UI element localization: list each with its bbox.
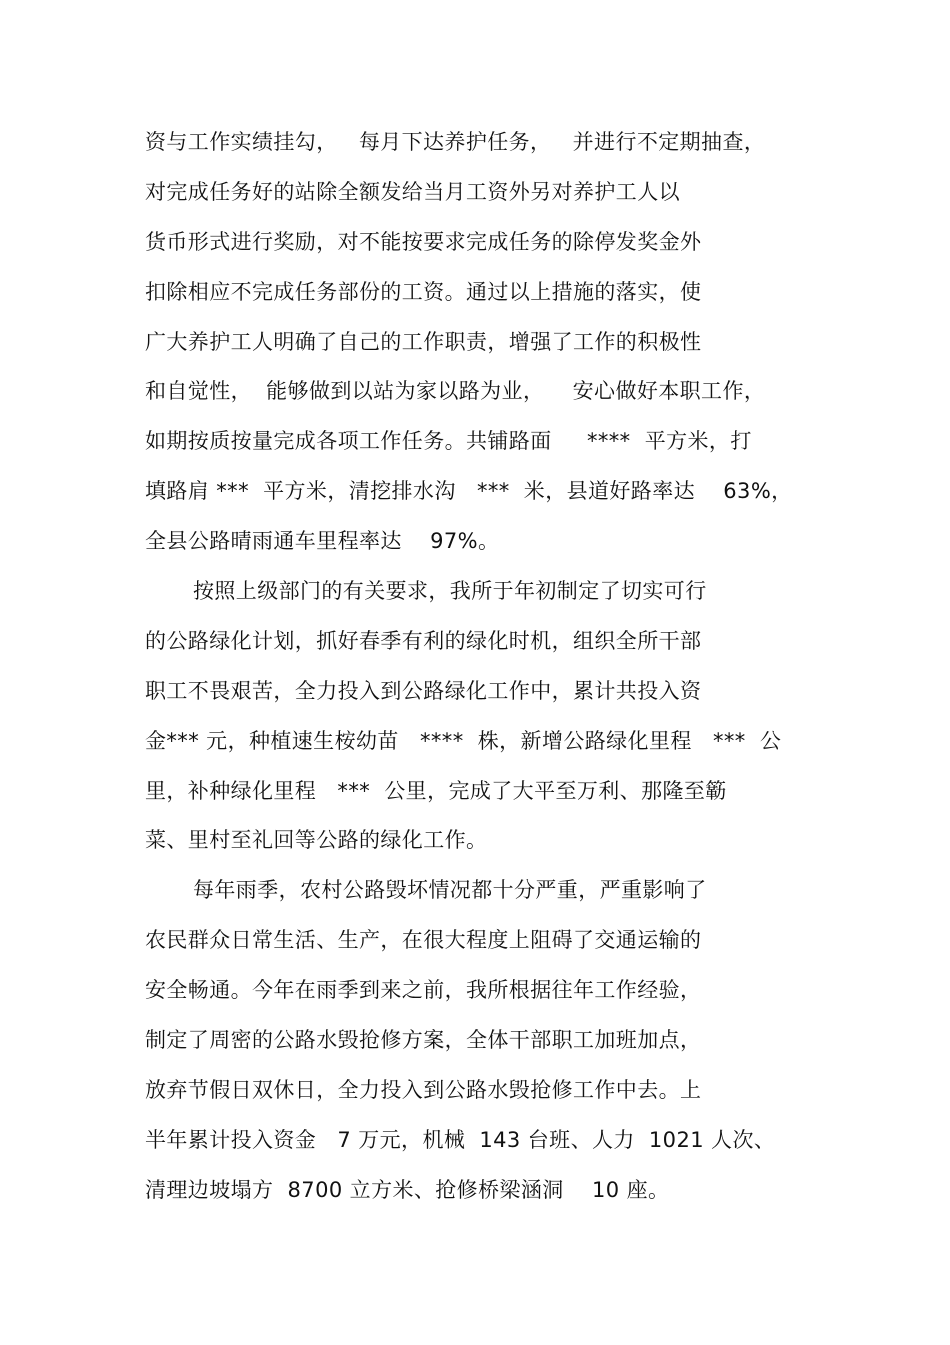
text-line: 扣除相应不完成任务部份的工资。通过以上措施的落实，使 [145,280,702,304]
text-line: 制定了周密的公路水毁抢修方案，全体干部职工加班加点， [145,1028,702,1052]
text-line: 如期按质按量完成各项工作任务。共铺路面 **** 平方米，打 [145,429,752,453]
text-line: 农民群众日常生活、生产，在很大程度上阻碍了交通运输的 [145,928,702,952]
text-line: 清理边坡塌方 8700 立方米、抢修桥梁涵洞 10 座。 [145,1178,670,1202]
text-line: 菜、里村至礼回等公路的绿化工作。 [145,828,488,852]
text-line: 的公路绿化计划，抓好春季有利的绿化时机，组织全所干部 [145,629,702,653]
text-line: 货币形式进行奖励，对不能按要求完成任务的除停发奖金外 [145,230,702,254]
text-line: 对完成任务好的站除全额发给当月工资外另对养护工人以 [145,180,680,204]
text-line: 资与工作实绩挂勾， 每月下达养护任务， 并进行不定期抽查， [145,130,766,154]
paragraph-start-line: 按照上级部门的有关要求，我所于年初制定了切实可行 [193,579,707,603]
text-line: 安全畅通。今年在雨季到来之前，我所根据往年工作经验， [145,978,702,1002]
text-line: 职工不畏艰苦，全力投入到公路绿化工作中，累计共投入资 [145,679,702,703]
text-line: 放弃节假日双休日，全力投入到公路水毁抢修工作中去。上 [145,1078,702,1102]
text-line: 广大养护工人明确了自己的工作职责，增强了工作的积极性 [145,330,702,354]
text-line: 里，补种绿化里程 *** 公里，完成了大平至万利、那隆至簕 [145,779,727,803]
paragraph-start-line: 每年雨季，农村公路毁坏情况都十分严重，严重影响了 [193,878,707,902]
text-line: 和自觉性， 能够做到以站为家以路为业， 安心做好本职工作， [145,379,766,403]
text-line: 金*** 元，种植速生桉幼苗 **** 株，新增公路绿化里程 *** 公 [145,729,782,753]
text-line: 填路肩 *** 平方米，清挖排水沟 *** 米，县道好路率达 63%， [145,479,793,503]
text-line: 全县公路晴雨通车里程率达 97%。 [145,529,500,553]
text-line: 半年累计投入资金 7 万元，机械 143 台班、人力 1021 人次、 [145,1128,776,1152]
